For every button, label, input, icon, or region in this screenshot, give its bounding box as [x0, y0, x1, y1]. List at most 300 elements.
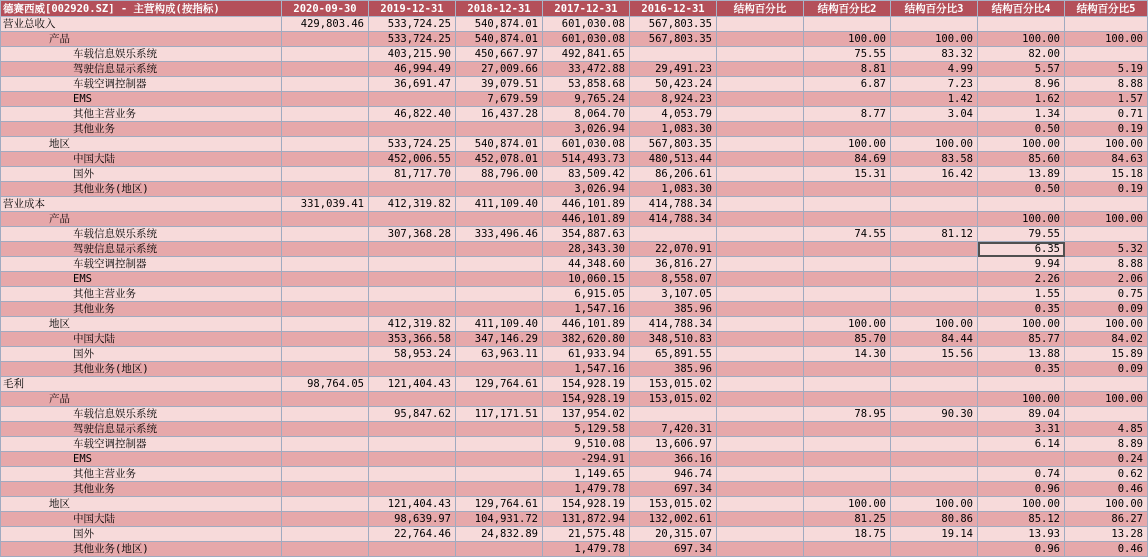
row-label-cell[interactable]: EMS — [1, 452, 282, 467]
table-cell[interactable]: 53,858.68 — [543, 77, 630, 92]
header-cell-title[interactable]: 德赛西威[002920.SZ] - 主营构成(按指标) — [1, 1, 282, 17]
table-cell[interactable] — [891, 197, 978, 212]
table-cell[interactable] — [282, 152, 369, 167]
row-label-cell[interactable]: 驾驶信息显示系统 — [1, 242, 282, 257]
table-cell[interactable]: 84.02 — [1065, 332, 1148, 347]
table-cell[interactable]: 18.75 — [804, 527, 891, 542]
table-cell[interactable]: 533,724.25 — [369, 17, 456, 32]
table-cell[interactable]: 1.55 — [978, 287, 1065, 302]
table-cell[interactable] — [891, 287, 978, 302]
table-cell[interactable] — [282, 302, 369, 317]
table-cell[interactable]: 567,803.35 — [630, 17, 717, 32]
table-cell[interactable]: 7,679.59 — [456, 92, 543, 107]
table-cell[interactable]: 3,026.94 — [543, 182, 630, 197]
table-cell[interactable] — [282, 107, 369, 122]
table-cell[interactable] — [717, 242, 804, 257]
table-cell[interactable]: 117,171.51 — [456, 407, 543, 422]
row-label-cell[interactable]: EMS — [1, 92, 282, 107]
table-cell[interactable]: 1,547.16 — [543, 362, 630, 377]
row-label-cell[interactable]: 产品 — [1, 212, 282, 227]
table-cell[interactable] — [804, 122, 891, 137]
table-cell[interactable] — [282, 437, 369, 452]
table-cell[interactable]: 86.27 — [1065, 512, 1148, 527]
table-cell[interactable]: 347,146.29 — [456, 332, 543, 347]
row-label-cell[interactable]: 驾驶信息显示系统 — [1, 62, 282, 77]
table-cell[interactable]: 84.63 — [1065, 152, 1148, 167]
table-cell[interactable]: 8.88 — [1065, 77, 1148, 92]
table-cell[interactable]: 1.34 — [978, 107, 1065, 122]
table-cell[interactable] — [369, 257, 456, 272]
table-cell[interactable] — [369, 392, 456, 407]
table-cell[interactable]: 1,547.16 — [543, 302, 630, 317]
table-cell[interactable] — [804, 482, 891, 497]
table-cell[interactable] — [891, 17, 978, 32]
table-cell[interactable]: 366.16 — [630, 452, 717, 467]
row-label-cell[interactable]: 车载信息娱乐系统 — [1, 227, 282, 242]
table-cell[interactable]: 63,963.11 — [456, 347, 543, 362]
table-cell[interactable] — [369, 362, 456, 377]
table-cell[interactable]: 9,765.24 — [543, 92, 630, 107]
table-cell[interactable]: 44,348.60 — [543, 257, 630, 272]
table-cell[interactable]: 84.69 — [804, 152, 891, 167]
table-cell[interactable] — [891, 377, 978, 392]
header-cell-pct-2[interactable]: 结构百分比2 — [804, 1, 891, 17]
table-cell[interactable]: 0.35 — [978, 362, 1065, 377]
table-cell[interactable]: 2.06 — [1065, 272, 1148, 287]
table-cell[interactable]: 132,002.61 — [630, 512, 717, 527]
header-cell-2019-12-31[interactable]: 2019-12-31 — [369, 1, 456, 17]
row-label-cell[interactable]: 其他业务 — [1, 482, 282, 497]
table-cell[interactable] — [717, 287, 804, 302]
table-cell[interactable]: 0.24 — [1065, 452, 1148, 467]
table-cell[interactable] — [1065, 47, 1148, 62]
table-cell[interactable]: 98,764.05 — [282, 377, 369, 392]
table-cell[interactable]: 50,423.24 — [630, 77, 717, 92]
table-cell[interactable] — [456, 422, 543, 437]
table-cell[interactable] — [717, 497, 804, 512]
table-cell[interactable]: 4.99 — [891, 62, 978, 77]
table-cell[interactable]: 154,928.19 — [543, 377, 630, 392]
table-cell[interactable] — [456, 467, 543, 482]
table-cell[interactable]: 601,030.08 — [543, 32, 630, 47]
table-cell[interactable]: 15.56 — [891, 347, 978, 362]
table-cell[interactable]: 15.31 — [804, 167, 891, 182]
table-cell[interactable]: 331,039.41 — [282, 197, 369, 212]
table-cell[interactable] — [717, 542, 804, 557]
table-cell[interactable]: 385.96 — [630, 302, 717, 317]
table-cell[interactable] — [282, 482, 369, 497]
table-cell[interactable] — [804, 287, 891, 302]
table-cell[interactable] — [717, 227, 804, 242]
table-cell[interactable] — [804, 17, 891, 32]
table-cell[interactable] — [978, 17, 1065, 32]
table-cell[interactable]: 14.30 — [804, 347, 891, 362]
table-cell[interactable] — [978, 377, 1065, 392]
table-cell[interactable] — [369, 242, 456, 257]
table-cell[interactable] — [717, 137, 804, 152]
header-cell-2020-09-30[interactable]: 2020-09-30 — [282, 1, 369, 17]
table-cell[interactable]: 8,924.23 — [630, 92, 717, 107]
table-cell[interactable]: 3,107.05 — [630, 287, 717, 302]
table-cell[interactable] — [717, 332, 804, 347]
table-cell[interactable]: 6.14 — [978, 437, 1065, 452]
table-cell[interactable] — [369, 212, 456, 227]
table-cell[interactable]: 100.00 — [1065, 497, 1148, 512]
table-cell[interactable] — [717, 122, 804, 137]
table-cell[interactable]: 61,933.94 — [543, 347, 630, 362]
table-cell[interactable] — [717, 452, 804, 467]
table-cell[interactable]: 153,015.02 — [630, 392, 717, 407]
table-cell[interactable] — [282, 362, 369, 377]
table-cell[interactable]: -294.91 — [543, 452, 630, 467]
table-cell[interactable]: 95,847.62 — [369, 407, 456, 422]
table-cell[interactable] — [717, 257, 804, 272]
table-cell[interactable]: 100.00 — [1065, 32, 1148, 47]
table-cell[interactable] — [891, 482, 978, 497]
table-cell[interactable]: 1.57 — [1065, 92, 1148, 107]
table-cell[interactable] — [804, 197, 891, 212]
row-label-cell[interactable]: 地区 — [1, 497, 282, 512]
table-cell[interactable] — [717, 512, 804, 527]
table-cell[interactable]: 15.89 — [1065, 347, 1148, 362]
table-cell[interactable] — [282, 242, 369, 257]
table-cell[interactable]: 100.00 — [978, 32, 1065, 47]
table-cell[interactable] — [804, 422, 891, 437]
table-cell[interactable]: 4.85 — [1065, 422, 1148, 437]
table-cell[interactable] — [630, 407, 717, 422]
table-cell[interactable] — [804, 242, 891, 257]
table-cell[interactable] — [717, 77, 804, 92]
table-cell[interactable] — [456, 272, 543, 287]
table-cell[interactable] — [282, 392, 369, 407]
table-cell[interactable] — [282, 407, 369, 422]
table-cell[interactable]: 10,060.15 — [543, 272, 630, 287]
table-cell[interactable]: 16,437.28 — [456, 107, 543, 122]
table-cell[interactable]: 100.00 — [978, 317, 1065, 332]
row-label-cell[interactable]: 车载信息娱乐系统 — [1, 407, 282, 422]
row-label-cell[interactable]: 车载空调控制器 — [1, 257, 282, 272]
table-cell[interactable] — [456, 362, 543, 377]
header-cell-pct-5[interactable]: 结构百分比5 — [1065, 1, 1148, 17]
row-label-cell[interactable]: 地区 — [1, 137, 282, 152]
table-cell[interactable]: 0.19 — [1065, 182, 1148, 197]
header-cell-pct-1[interactable]: 结构百分比 — [717, 1, 804, 17]
table-cell[interactable] — [282, 182, 369, 197]
table-cell[interactable] — [717, 152, 804, 167]
table-cell[interactable]: 567,803.35 — [630, 137, 717, 152]
table-cell[interactable]: 21,575.48 — [543, 527, 630, 542]
table-cell[interactable]: 33,472.88 — [543, 62, 630, 77]
table-cell[interactable] — [717, 317, 804, 332]
row-label-cell[interactable]: 其他主营业务 — [1, 107, 282, 122]
table-cell[interactable]: 0.74 — [978, 467, 1065, 482]
table-cell[interactable] — [369, 302, 456, 317]
row-label-cell[interactable]: 其他主营业务 — [1, 467, 282, 482]
table-cell[interactable] — [891, 182, 978, 197]
table-cell[interactable]: 0.35 — [978, 302, 1065, 317]
table-cell[interactable] — [891, 242, 978, 257]
table-cell[interactable] — [717, 482, 804, 497]
table-cell[interactable]: 100.00 — [804, 497, 891, 512]
table-cell[interactable]: 0.62 — [1065, 467, 1148, 482]
table-cell[interactable] — [369, 467, 456, 482]
table-cell[interactable]: 80.86 — [891, 512, 978, 527]
table-cell[interactable] — [369, 542, 456, 557]
table-cell[interactable]: 0.96 — [978, 482, 1065, 497]
table-cell[interactable]: 946.74 — [630, 467, 717, 482]
table-cell[interactable] — [891, 362, 978, 377]
selected-cell[interactable]: 6.35 — [978, 242, 1065, 257]
row-label-cell[interactable]: 营业总收入 — [1, 17, 282, 32]
table-cell[interactable]: 414,788.34 — [630, 317, 717, 332]
table-cell[interactable] — [456, 437, 543, 452]
table-cell[interactable]: 90.30 — [891, 407, 978, 422]
table-cell[interactable]: 129,764.61 — [456, 377, 543, 392]
table-cell[interactable]: 154,928.19 — [543, 392, 630, 407]
table-cell[interactable]: 98,639.97 — [369, 512, 456, 527]
table-cell[interactable]: 74.55 — [804, 227, 891, 242]
table-cell[interactable] — [456, 392, 543, 407]
table-cell[interactable]: 89.04 — [978, 407, 1065, 422]
table-cell[interactable]: 385.96 — [630, 362, 717, 377]
row-label-cell[interactable]: 营业成本 — [1, 197, 282, 212]
table-cell[interactable] — [804, 92, 891, 107]
table-cell[interactable]: 697.34 — [630, 542, 717, 557]
table-cell[interactable] — [282, 257, 369, 272]
table-cell[interactable] — [282, 317, 369, 332]
row-label-cell[interactable]: EMS — [1, 272, 282, 287]
table-cell[interactable]: 85.60 — [978, 152, 1065, 167]
row-label-cell[interactable]: 国外 — [1, 347, 282, 362]
table-cell[interactable]: 100.00 — [1065, 137, 1148, 152]
table-cell[interactable] — [891, 302, 978, 317]
table-cell[interactable] — [804, 467, 891, 482]
table-cell[interactable]: 85.77 — [978, 332, 1065, 347]
row-label-cell[interactable]: 其他业务(地区) — [1, 182, 282, 197]
table-cell[interactable] — [717, 272, 804, 287]
table-cell[interactable]: 354,887.63 — [543, 227, 630, 242]
table-cell[interactable] — [456, 482, 543, 497]
table-cell[interactable] — [282, 452, 369, 467]
table-cell[interactable] — [891, 272, 978, 287]
table-cell[interactable]: 8,558.07 — [630, 272, 717, 287]
table-cell[interactable]: 348,510.83 — [630, 332, 717, 347]
table-cell[interactable] — [717, 467, 804, 482]
table-cell[interactable]: 8.89 — [1065, 437, 1148, 452]
table-cell[interactable]: 1,083.30 — [630, 182, 717, 197]
table-cell[interactable]: 100.00 — [978, 137, 1065, 152]
row-label-cell[interactable]: 中国大陆 — [1, 332, 282, 347]
table-cell[interactable]: 8.96 — [978, 77, 1065, 92]
table-cell[interactable] — [891, 467, 978, 482]
table-cell[interactable]: 533,724.25 — [369, 137, 456, 152]
table-cell[interactable]: 533,724.25 — [369, 32, 456, 47]
table-cell[interactable] — [717, 377, 804, 392]
table-cell[interactable] — [369, 422, 456, 437]
table-cell[interactable] — [282, 227, 369, 242]
table-cell[interactable]: 1,149.65 — [543, 467, 630, 482]
table-cell[interactable] — [891, 542, 978, 557]
table-cell[interactable] — [456, 287, 543, 302]
table-cell[interactable]: 446,101.89 — [543, 212, 630, 227]
table-cell[interactable] — [1065, 17, 1148, 32]
table-cell[interactable]: 1.62 — [978, 92, 1065, 107]
table-cell[interactable] — [804, 392, 891, 407]
table-cell[interactable]: 13.93 — [978, 527, 1065, 542]
table-cell[interactable] — [804, 272, 891, 287]
row-label-cell[interactable]: 地区 — [1, 317, 282, 332]
table-cell[interactable] — [804, 257, 891, 272]
table-cell[interactable]: 0.09 — [1065, 302, 1148, 317]
table-cell[interactable] — [282, 122, 369, 137]
row-label-cell[interactable]: 其他业务(地区) — [1, 362, 282, 377]
table-cell[interactable]: 0.75 — [1065, 287, 1148, 302]
table-cell[interactable]: 3.04 — [891, 107, 978, 122]
table-cell[interactable]: 82.00 — [978, 47, 1065, 62]
table-cell[interactable] — [282, 347, 369, 362]
row-label-cell[interactable]: 车载空调控制器 — [1, 437, 282, 452]
table-cell[interactable] — [630, 47, 717, 62]
row-label-cell[interactable]: 国外 — [1, 527, 282, 542]
row-label-cell[interactable]: 产品 — [1, 392, 282, 407]
table-cell[interactable]: 81.25 — [804, 512, 891, 527]
table-cell[interactable]: 46,994.49 — [369, 62, 456, 77]
row-label-cell[interactable]: 其他业务 — [1, 302, 282, 317]
table-cell[interactable]: 81.12 — [891, 227, 978, 242]
table-cell[interactable]: 100.00 — [891, 137, 978, 152]
table-cell[interactable]: 540,874.01 — [456, 32, 543, 47]
table-cell[interactable]: 5.32 — [1065, 242, 1148, 257]
table-cell[interactable] — [369, 92, 456, 107]
table-cell[interactable]: 0.96 — [978, 542, 1065, 557]
table-cell[interactable] — [891, 452, 978, 467]
table-cell[interactable] — [369, 437, 456, 452]
table-cell[interactable]: 7.23 — [891, 77, 978, 92]
table-cell[interactable]: 382,620.80 — [543, 332, 630, 347]
table-cell[interactable]: 15.18 — [1065, 167, 1148, 182]
row-label-cell[interactable]: 毛利 — [1, 377, 282, 392]
table-cell[interactable]: 540,874.01 — [456, 17, 543, 32]
header-cell-pct-4[interactable]: 结构百分比4 — [978, 1, 1065, 17]
table-cell[interactable] — [804, 182, 891, 197]
table-cell[interactable]: 0.50 — [978, 182, 1065, 197]
table-cell[interactable] — [804, 362, 891, 377]
table-cell[interactable]: 100.00 — [891, 32, 978, 47]
row-label-cell[interactable]: 其他主营业务 — [1, 287, 282, 302]
table-cell[interactable]: 100.00 — [978, 497, 1065, 512]
table-cell[interactable]: 19.14 — [891, 527, 978, 542]
table-cell[interactable]: 4,053.79 — [630, 107, 717, 122]
table-cell[interactable]: 22,764.46 — [369, 527, 456, 542]
table-cell[interactable] — [1065, 197, 1148, 212]
table-cell[interactable] — [717, 347, 804, 362]
table-cell[interactable] — [282, 32, 369, 47]
table-cell[interactable] — [717, 107, 804, 122]
table-cell[interactable]: 567,803.35 — [630, 32, 717, 47]
table-cell[interactable]: 100.00 — [891, 497, 978, 512]
row-label-cell[interactable]: 其他业务(地区) — [1, 542, 282, 557]
table-cell[interactable] — [282, 332, 369, 347]
table-cell[interactable]: 411,109.40 — [456, 317, 543, 332]
table-cell[interactable]: 83,509.42 — [543, 167, 630, 182]
table-cell[interactable]: 137,954.02 — [543, 407, 630, 422]
table-cell[interactable]: 3.31 — [978, 422, 1065, 437]
table-cell[interactable]: 5,129.58 — [543, 422, 630, 437]
table-cell[interactable]: 85.12 — [978, 512, 1065, 527]
table-cell[interactable]: 86,206.61 — [630, 167, 717, 182]
table-cell[interactable]: 100.00 — [978, 392, 1065, 407]
table-cell[interactable] — [717, 527, 804, 542]
table-cell[interactable]: 65,891.55 — [630, 347, 717, 362]
table-cell[interactable]: 429,803.46 — [282, 17, 369, 32]
table-cell[interactable]: 83.58 — [891, 152, 978, 167]
table-cell[interactable] — [891, 437, 978, 452]
table-cell[interactable]: 414,788.34 — [630, 212, 717, 227]
table-cell[interactable] — [456, 257, 543, 272]
table-cell[interactable]: 58,953.24 — [369, 347, 456, 362]
table-cell[interactable] — [717, 197, 804, 212]
table-cell[interactable] — [804, 377, 891, 392]
header-cell-2018-12-31[interactable]: 2018-12-31 — [456, 1, 543, 17]
table-cell[interactable] — [804, 452, 891, 467]
table-cell[interactable]: 100.00 — [1065, 212, 1148, 227]
table-cell[interactable] — [1065, 407, 1148, 422]
table-cell[interactable]: 29,491.23 — [630, 62, 717, 77]
table-cell[interactable]: 1,479.78 — [543, 482, 630, 497]
table-cell[interactable]: 27,009.66 — [456, 62, 543, 77]
table-cell[interactable]: 0.46 — [1065, 482, 1148, 497]
table-cell[interactable] — [282, 467, 369, 482]
table-cell[interactable] — [717, 182, 804, 197]
table-cell[interactable]: 8,064.70 — [543, 107, 630, 122]
table-cell[interactable] — [456, 182, 543, 197]
table-cell[interactable] — [369, 182, 456, 197]
table-cell[interactable] — [717, 47, 804, 62]
table-cell[interactable] — [717, 92, 804, 107]
header-cell-2017-12-31[interactable]: 2017-12-31 — [543, 1, 630, 17]
table-cell[interactable]: 13.89 — [978, 167, 1065, 182]
table-cell[interactable] — [282, 77, 369, 92]
table-cell[interactable]: 0.46 — [1065, 542, 1148, 557]
row-label-cell[interactable]: 中国大陆 — [1, 512, 282, 527]
table-cell[interactable]: 412,319.82 — [369, 197, 456, 212]
table-cell[interactable]: 446,101.89 — [543, 197, 630, 212]
table-cell[interactable]: 492,841.65 — [543, 47, 630, 62]
table-cell[interactable] — [369, 482, 456, 497]
table-cell[interactable]: 22,070.91 — [630, 242, 717, 257]
table-cell[interactable] — [282, 287, 369, 302]
table-cell[interactable]: 403,215.90 — [369, 47, 456, 62]
table-cell[interactable] — [282, 512, 369, 527]
table-cell[interactable] — [717, 407, 804, 422]
table-cell[interactable]: 601,030.08 — [543, 17, 630, 32]
row-label-cell[interactable]: 车载空调控制器 — [1, 77, 282, 92]
table-cell[interactable]: 46,822.40 — [369, 107, 456, 122]
table-cell[interactable] — [282, 92, 369, 107]
row-label-cell[interactable]: 其他业务 — [1, 122, 282, 137]
table-cell[interactable] — [369, 452, 456, 467]
table-cell[interactable] — [456, 542, 543, 557]
table-cell[interactable]: 480,513.44 — [630, 152, 717, 167]
table-cell[interactable]: 1,083.30 — [630, 122, 717, 137]
table-cell[interactable]: 446,101.89 — [543, 317, 630, 332]
header-cell-2016-12-31[interactable]: 2016-12-31 — [630, 1, 717, 17]
table-cell[interactable]: 39,079.51 — [456, 77, 543, 92]
table-cell[interactable]: 1,479.78 — [543, 542, 630, 557]
table-cell[interactable] — [282, 422, 369, 437]
table-cell[interactable] — [456, 452, 543, 467]
table-cell[interactable]: 601,030.08 — [543, 137, 630, 152]
